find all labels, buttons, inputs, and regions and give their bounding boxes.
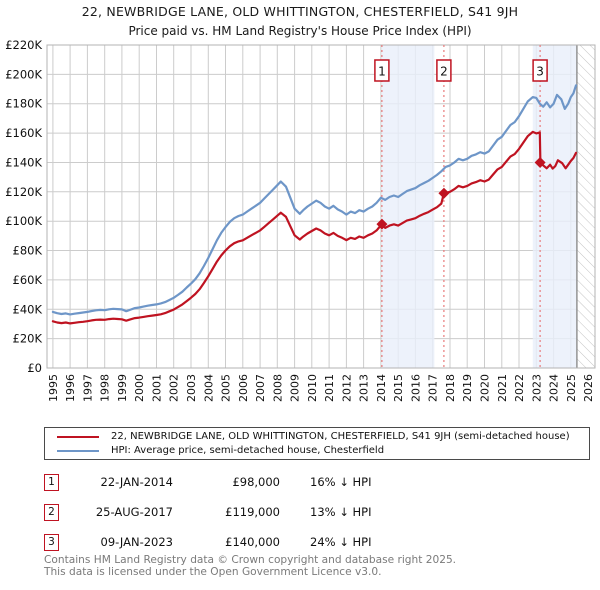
sale-number-badge: 1 <box>44 474 59 491</box>
sale-price: £140,000 <box>225 535 280 549</box>
sale-marker-number: 2 <box>440 64 448 79</box>
y-tick-label: £100K <box>5 214 42 229</box>
future-hatch-band <box>577 45 595 368</box>
x-tick-label: 2004 <box>202 374 216 402</box>
sale-marker-number: 1 <box>378 64 386 79</box>
legend-entry-hpi <box>45 444 589 457</box>
sale-price: £119,000 <box>225 505 280 519</box>
y-tick-label: £200K <box>5 67 42 82</box>
license-footer <box>44 555 456 578</box>
price_paid-line <box>53 132 576 324</box>
x-tick-label: 2012 <box>340 374 354 402</box>
x-tick-label: 2002 <box>167 374 181 402</box>
x-tick-label: 2022 <box>513 374 526 402</box>
x-tick-label: 2000 <box>133 374 147 402</box>
x-tick-label: 2001 <box>150 374 164 402</box>
shaded-band <box>533 45 577 368</box>
table-row <box>44 534 371 550</box>
x-tick-label: 1995 <box>46 374 60 402</box>
x-tick-label: 2025 <box>564 374 578 402</box>
sale-vs-hpi: 13% ↓ HPI <box>310 505 372 519</box>
x-tick-label: 2021 <box>495 374 509 402</box>
x-tick-label: 2014 <box>374 374 388 402</box>
x-tick-label: 1998 <box>98 374 112 402</box>
sale-number-badge: 2 <box>44 504 59 521</box>
legend-label-price-paid: 22, NEWBRIDGE LANE, OLD WHITTINGTON, CHESTERFIELD, S41 9JH (semi-detached house) <box>111 431 570 442</box>
sale-point-diamond <box>438 188 449 199</box>
y-tick-label: £0 <box>27 361 42 375</box>
sale-marker-number: 3 <box>536 64 544 79</box>
x-tick-label: 2005 <box>219 374 233 402</box>
sale-date: 22-JAN-2014 <box>100 475 173 489</box>
footer-line-2: This data is licensed under the Open Government Licence v3.0. <box>44 565 382 578</box>
x-tick-label: 2003 <box>185 374 198 402</box>
x-tick-label: 2017 <box>426 374 440 402</box>
legend-label-hpi: HPI: Average price, semi-detached house, Chesterfield <box>111 445 385 456</box>
x-tick-label: 1997 <box>81 374 95 402</box>
sale-vs-hpi: 24% ↓ HPI <box>310 535 372 549</box>
table-row <box>44 504 371 520</box>
x-tick-label: 2024 <box>547 374 561 402</box>
x-tick-label: 2011 <box>323 374 337 402</box>
shaded-band <box>382 45 435 368</box>
x-tick-label: 2016 <box>409 374 423 402</box>
x-tick-label: 2015 <box>392 374 406 402</box>
y-tick-label: £40K <box>12 302 42 317</box>
y-tick-label: £120K <box>5 184 42 199</box>
x-tick-label: 2009 <box>288 374 302 402</box>
sale-date: 25-AUG-2017 <box>95 505 173 519</box>
x-tick-label: 1996 <box>64 374 78 402</box>
footer-line-1: Contains HM Land Registry data © Crown copyright and database right 2025. <box>44 554 457 566</box>
sale-number-badge: 3 <box>44 534 59 551</box>
chart-legend <box>44 427 590 460</box>
x-tick-label: 2019 <box>461 374 475 402</box>
table-row <box>44 474 371 490</box>
y-tick-label: £80K <box>12 243 42 258</box>
legend-entry-price-paid <box>45 430 589 443</box>
y-tick-label: £180K <box>5 96 42 111</box>
x-tick-label: 2023 <box>530 374 544 402</box>
x-tick-label: 2018 <box>444 374 457 402</box>
price-paid-line-swatch <box>57 436 99 438</box>
sale-vs-hpi: 16% ↓ HPI <box>310 475 372 489</box>
x-tick-label: 2020 <box>478 374 492 402</box>
x-tick-label: 1999 <box>115 374 129 402</box>
x-tick-label: 2006 <box>236 374 250 402</box>
x-tick-label: 2013 <box>357 374 371 402</box>
x-tick-label: 2026 <box>582 374 596 402</box>
sale-price: £98,000 <box>232 475 280 489</box>
x-tick-label: 2007 <box>254 374 268 402</box>
y-tick-label: £220K <box>5 38 42 52</box>
y-tick-label: £160K <box>5 126 42 141</box>
y-tick-label: £20K <box>12 331 42 346</box>
y-tick-label: £60K <box>12 272 42 287</box>
x-tick-label: 2008 <box>271 374 285 402</box>
hpi-line-swatch <box>57 450 99 452</box>
y-tick-label: £140K <box>5 155 42 170</box>
x-tick-label: 2010 <box>305 374 319 402</box>
sale-date: 09-JAN-2023 <box>100 535 173 549</box>
chart-title: 22, NEWBRIDGE LANE, OLD WHITTINGTON, CHESTERFIELD, S41 9JH <box>81 4 519 19</box>
chart-subtitle: Price paid vs. HM Land Registry's House Price Index (HPI) <box>128 24 472 38</box>
